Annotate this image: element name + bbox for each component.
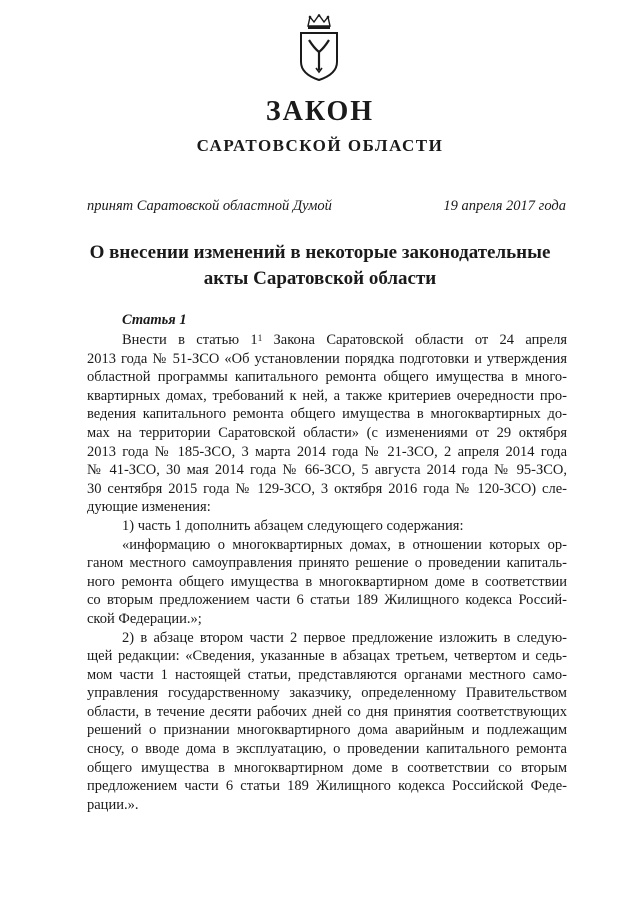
body-line: областной программы капитального ремонта общего имущества в много- [87, 369, 567, 386]
article-body [87, 331, 567, 814]
body-line: сносу, о вводе дома в эксплуатацию, о проведении капитального ремонта [87, 741, 567, 758]
body-line: ганом местного самоуправления принято решение о проведении капиталь- [87, 555, 567, 572]
body-line: общего имущества в многоквартирном доме в соответствии со вторым [87, 759, 567, 776]
body-line: 2013 года № 185-ЗСО, 3 марта 2014 года № 21-ЗСО, 2 апреля 2014 года [87, 443, 567, 460]
body-line: квартирных домах, требований к ней, а также критериев очередности про- [87, 387, 567, 404]
body-line: области, в течение десяти рабочих дней со дня принятия соответствующих [87, 703, 567, 720]
body-line: 1) часть 1 дополнить абзацем следующего содержания: [122, 517, 464, 534]
body-line: 30 сентября 2015 года № 129-ЗСО, 3 октября 2016 года № 120-ЗСО) сле- [87, 480, 567, 497]
body-line: мом части 1 настоящей статьи, представляются органами местного само- [87, 666, 567, 683]
footnote-superscript: 1 [257, 333, 263, 343]
adopted-by: принят Саратовской областной Думой [87, 198, 332, 214]
body-line: Внести в статью $1^1$ Закона Саратовской области от 24 апреля [122, 332, 567, 348]
document-title: ЗАКОН [265, 96, 375, 127]
body-line: 2) в абзаце втором части 2 первое предложение изложить в следую- [122, 629, 567, 646]
body-line: ведения капитального ремонта общего имущества в многоквартирных до- [87, 406, 567, 423]
body-line: решений о признании многоквартирного дома аварийным и подлежащим [87, 722, 567, 739]
body-line: «информацию о многоквартирных домах, в отношении которых ор- [122, 536, 567, 553]
body-line: ного ремонта общего имущества в многоквартирном доме в соответствии [87, 573, 567, 590]
body-line: 2013 года № 51-ЗСО «Об установлении порядка подготовки и утверждения [87, 350, 567, 367]
law-heading [0, 240, 640, 292]
body-line: управления государственному заказчику, определенному Правительством [87, 685, 567, 702]
adoption-date: 19 апреля 2017 года [443, 198, 566, 214]
body-line: № 41-ЗСО, 30 мая 2014 года № 66-ЗСО, 5 августа 2014 года № 95-ЗСО, [87, 462, 567, 479]
body-line: рации.». [87, 796, 139, 813]
law-heading-line: акты Саратовской области [203, 268, 437, 289]
document-subtitle: САРАТОВСКОЙ ОБЛАСТИ [196, 136, 444, 155]
body-line: ской Федерации.»; [87, 610, 202, 627]
body-line: щей редакции: «Сведения, указанные в абзацах третьем, четвертом и седь- [87, 648, 567, 665]
body-line: дующие изменения: [87, 499, 211, 516]
body-line: со вторым предложением части 6 статьи 189 Жилищного кодекса Россий- [87, 592, 567, 609]
law-heading-line: О внесении изменений в некоторые законодательные [89, 242, 551, 263]
body-line: предложением части 6 статьи 189 Жилищного кодекса Российской Феде- [87, 778, 567, 795]
article-title: Статья 1 [122, 312, 187, 328]
body-line: мах на территории Саратовской области» (с изменениями от 29 октября [87, 424, 567, 441]
saratov-coat-of-arms-icon [296, 14, 342, 82]
